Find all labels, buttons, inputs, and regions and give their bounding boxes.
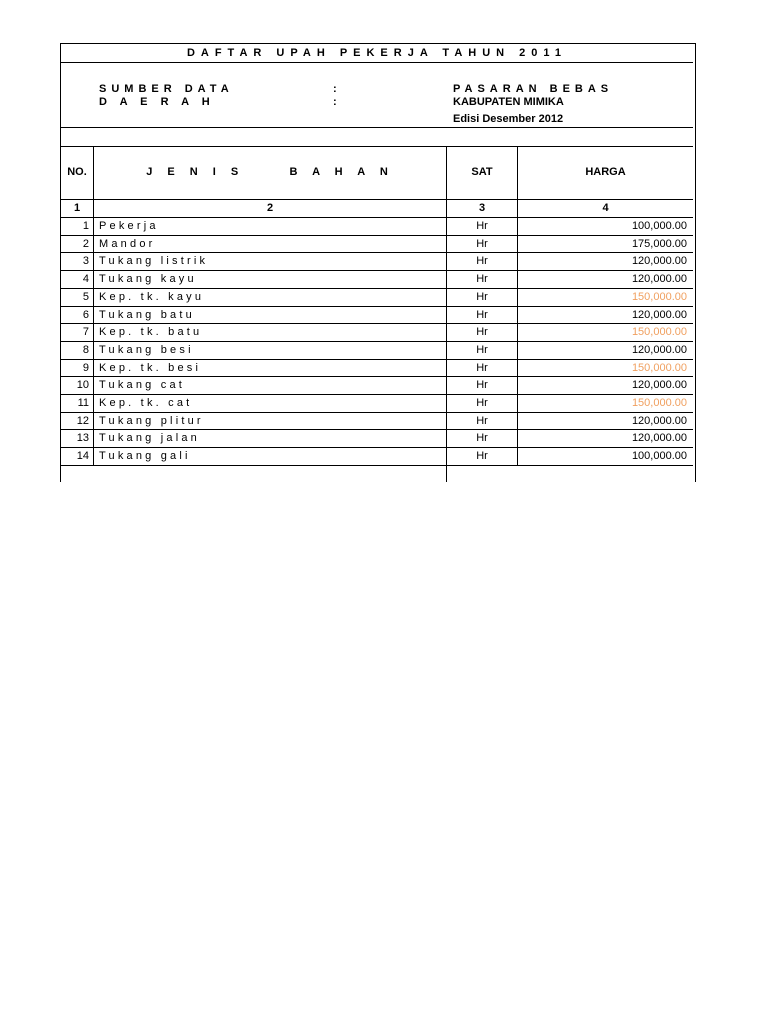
spacer-row: [61, 127, 693, 147]
row-price: 120,000.00: [631, 379, 687, 392]
column-header-jenis-bahan: J E N I S B A H A N: [146, 166, 394, 178]
sumber-data-value: PASARAN BEBAS: [453, 83, 614, 95]
row-name: Mandor: [99, 237, 156, 250]
row-number: 14: [76, 450, 89, 463]
row-name: Pekerja: [99, 220, 159, 232]
row-price: 100,000.00: [631, 450, 687, 463]
row-unit: Hr: [476, 450, 488, 463]
sumber-colon: :: [333, 83, 337, 95]
row-price: 150,000.00: [631, 326, 687, 339]
row-number: 8: [82, 343, 89, 356]
row-name: Kep. tk. kayu: [99, 290, 205, 303]
table-row: [61, 324, 693, 341]
column-number-row: [61, 200, 693, 217]
table-row: [61, 395, 693, 412]
table-row: [61, 448, 693, 465]
row-name: Tukang plitur: [99, 414, 204, 427]
row-number: 4: [82, 273, 89, 286]
row-unit: Hr: [476, 273, 488, 286]
row-unit: Hr: [476, 432, 488, 445]
table-row: [61, 360, 693, 377]
row-number: 3: [82, 255, 89, 268]
table-row: [61, 253, 693, 270]
row-number: 12: [76, 414, 89, 427]
table-row: [61, 236, 693, 253]
row-number: 6: [82, 308, 89, 321]
row-unit: Hr: [476, 379, 488, 392]
row-name: Tukang listrik: [99, 255, 209, 268]
table-bottom-line: [61, 465, 693, 466]
row-name: Tukang kayu: [99, 273, 197, 286]
row-number: 11: [77, 397, 89, 409]
row-number: 13: [76, 432, 89, 445]
row-unit: Hr: [476, 397, 488, 409]
column-header-harga: HARGA: [585, 166, 626, 178]
row-name: Tukang cat: [99, 379, 186, 392]
column-number: 2: [266, 202, 274, 214]
table-row: [61, 289, 693, 306]
column-header-sat: SAT: [471, 166, 493, 178]
row-price: 175,000.00: [631, 237, 687, 250]
column-number: 1: [73, 202, 81, 214]
row-price: 120,000.00: [631, 273, 687, 286]
row-price: 120,000.00: [631, 308, 687, 321]
row-unit: Hr: [476, 343, 488, 356]
row-unit: Hr: [476, 308, 488, 321]
row-name: Kep. tk. cat: [99, 397, 193, 409]
document-title: DAFTAR UPAH PEKERJA TAHUN 2011: [61, 44, 693, 63]
table-row: [61, 218, 693, 235]
daerah-colon: :: [333, 96, 337, 108]
row-price: 150,000.00: [631, 361, 687, 374]
row-name: Tukang besi: [99, 343, 194, 356]
row-name: Kep. tk. besi: [99, 361, 202, 374]
row-unit: Hr: [476, 361, 488, 374]
row-price: 100,000.00: [631, 220, 687, 232]
sumber-data-label: SUMBER DATA: [99, 83, 234, 95]
table-row: [61, 413, 693, 430]
daerah-label: D A E R A H: [99, 96, 215, 108]
edition-label: Edisi Desember 2012: [453, 113, 564, 125]
table-row: [61, 271, 693, 288]
row-price: 120,000.00: [631, 255, 687, 268]
column-number: 3: [478, 202, 486, 214]
row-name: Kep. tk. batu: [99, 326, 203, 339]
row-price: 150,000.00: [631, 290, 687, 303]
row-number: 9: [82, 361, 89, 374]
wage-table-sheet: [60, 43, 696, 482]
row-unit: Hr: [476, 255, 488, 268]
row-unit: Hr: [476, 220, 488, 232]
row-number: 2: [82, 237, 89, 250]
table-row: [61, 430, 693, 447]
row-name: Tukang gali: [99, 450, 191, 463]
row-number: 10: [76, 379, 89, 392]
row-name: Tukang batu: [99, 308, 195, 321]
row-number: 5: [82, 290, 89, 303]
row-unit: Hr: [476, 414, 488, 427]
row-unit: Hr: [476, 290, 488, 303]
row-number: 7: [82, 326, 89, 339]
row-price: 120,000.00: [631, 432, 687, 445]
row-number: 1: [82, 220, 89, 232]
column-number: 4: [602, 202, 609, 214]
table-row: [61, 377, 693, 394]
row-unit: Hr: [476, 237, 488, 250]
row-price: 150,000.00: [631, 397, 687, 409]
row-price: 120,000.00: [631, 343, 687, 356]
daerah-value: KABUPATEN MIMIKA: [453, 96, 564, 108]
row-unit: Hr: [476, 326, 488, 339]
table-row: [61, 342, 693, 359]
column-header-no: NO.: [67, 166, 87, 178]
table-row: [61, 307, 693, 324]
row-name: Tukang jalan: [99, 432, 200, 445]
row-price: 120,000.00: [631, 414, 687, 427]
